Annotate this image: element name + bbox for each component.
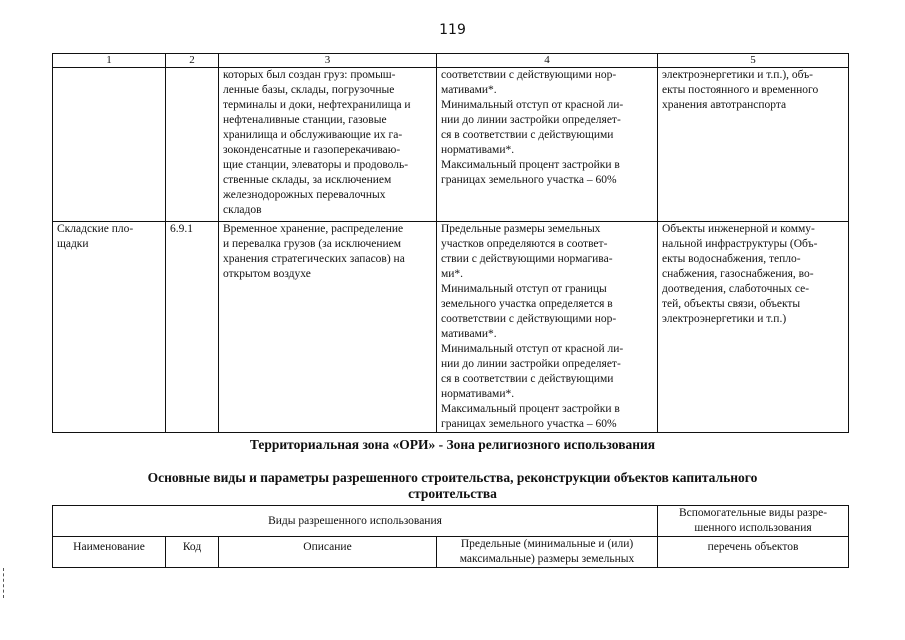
auxiliary-use-cell: электроэнергетики и т.п.), объ- екты постоянного и временного хранения автотранспорта [658,68,849,222]
name-column-header: Наименование [53,537,166,568]
description-column-header: Описание [219,537,437,568]
page-number: 119 [439,22,466,38]
use-description-cell: которых был создан груз: промыш- ленные базы, склады, погрузочные терминалы и доки, нефтехранилища и нефтеналивные станции, газовые хранилища и обслуживающие их га- зоконденсатные и газоперекачиваю- щие станции, элеваторы и продоволь- ственные склады, за исключением железнодорожных перевалочных складов [219,68,437,222]
parameters-cell: соответствии с действующими нор- мативами*. Минимальный отступ от красной ли- нии до линии застройки определяет- ся в соответствии с действующими нормативами*. Максимальный процент застройки в границах земельного участка – 60% [437,68,658,222]
use-name-cell: Складские пло- щадки [53,222,166,433]
continuation-table [52,53,849,433]
objects-column-header: перечень объектов [658,537,849,568]
scan-margin-mark [3,568,7,598]
table-header-group-row [53,506,849,537]
main-uses-header: Виды разрешенного использования [53,506,658,537]
column-number-3: 3 [219,54,437,68]
use-name-cell [53,68,166,222]
zone-uses-table [52,505,849,568]
use-description-cell: Временное хранение, распределение и перевалка грузов (за исключением хранения стратегических запасов) на открытом воздухе [219,222,437,433]
table-row [53,222,849,433]
use-code-cell: 6.9.1 [166,222,219,433]
column-number-5: 5 [658,54,849,68]
column-number-1: 1 [53,54,166,68]
use-code-cell [166,68,219,222]
column-number-2: 2 [166,54,219,68]
column-number-row [53,54,849,68]
code-column-header: Код [166,537,219,568]
column-number-4: 4 [437,54,658,68]
table-header-row [53,537,849,568]
parameters-column-header: Предельные (минимальные и (или) максимальные) размеры земельных [437,537,658,568]
zone-title: Территориальная зона «ОРИ» - Зона религиозного использования [249,437,656,452]
auxiliary-uses-header: Вспомогательные виды разре- шенного использования [658,506,849,537]
auxiliary-use-cell: Объекты инженерной и комму- нальной инфраструктуры (Объ- екты водоснабжения, тепло- снабжения, газоснабжения, во- доотведения, слаботочных се- тей, объекты связи, объекты электроэнергетики и т.п.) [658,222,849,433]
parameters-cell: Предельные размеры земельных участков определяются в соответ- ствии с действующими нормагива- ми*. Минимальный отступ от границы земельного участка определяется в соответствии с действующими нор- мативами*. Минимальный отступ от красной ли- нии до линии застройки определяет- ся в соответствии с действующими нормативами*. Максимальный процент застройки в границах земельного участка – 60% [437,222,658,433]
table-row [53,68,849,222]
section-title: Основные виды и параметры разрешенного строительства, реконструкции объектов капитального строительства [147,470,758,501]
